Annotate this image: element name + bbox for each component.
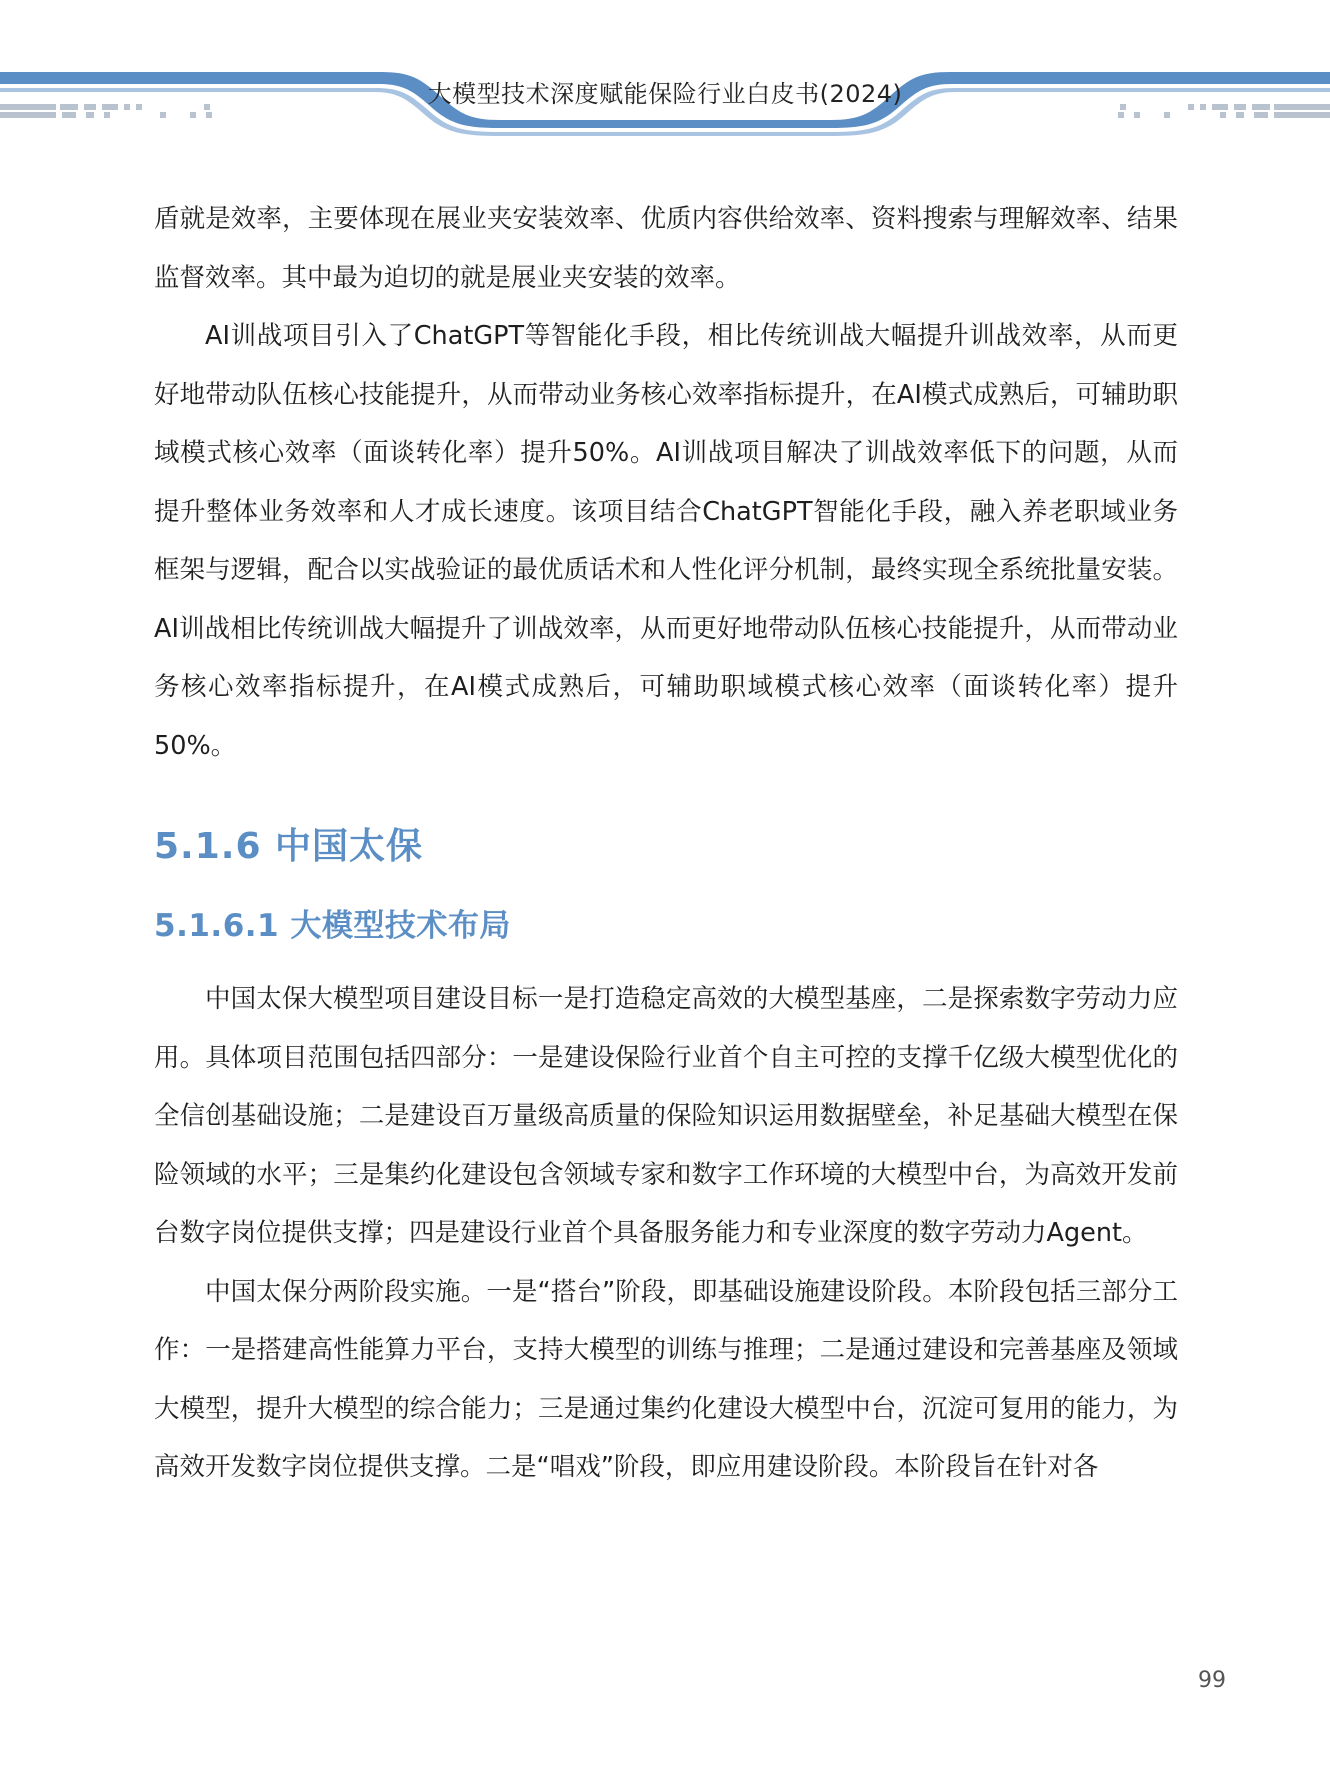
body-text-top (154, 190, 1178, 775)
subsection-heading: 5.1.6.1 大模型技术布局 (154, 908, 511, 944)
paragraph-implementation-phases: 中国太保分两阶段实施。一是“搭台”阶段，即基础设施建设阶段。本阶段包括三部分工作：一是搭建高性能算力平台，支持大模型的训练与推理；二是通过建设和完善基座及领域大模型，提升大模型的综合能力；三是通过集约化建设大模型中台，沉淀可复用的能力，为高效开发数字岗位提供支撑。二是“唱戏”阶段，即应用建设阶段。本阶段旨在针对各 (154, 1276, 1178, 1482)
page-number: 99 (1198, 1668, 1226, 1693)
paragraph-ai-training: AI训战项目引入了ChatGPT等智能化手段，相比传统训战大幅提升训战效率，从而更好地带动队伍核心技能提升，从而带动业务核心效率指标提升，在AI模式成熟后，可辅助职域模式核心效率（面谈转化率）提升50%。AI训战项目解决了训战效率低下的问题，从而提升整体业务效率和人才成长速度。该项目结合ChatGPT智能化手段，融入养老职域业务框架与逻辑，配合以实战验证的最优质话术和人性化评分机制，最终实现全系统批量安装。AI训战相比传统训战大幅提升了训战效率，从而更好地带动队伍核心技能提升，从而带动业务核心效率指标提升，在AI模式成熟后，可辅助职域模式核心效率（面谈转化率）提升50%。 (154, 321, 1178, 761)
paragraph-project-goals: 中国太保大模型项目建设目标一是打造稳定高效的大模型基座，二是探索数字劳动力应用。具体项目范围包括四部分：一是建设保险行业首个自主可控的支撑千亿级大模型优化的全信创基础设施；二是建设百万量级高质量的保险知识运用数据壁垒，补足基础大模型在保险领域的水平；三是集约化建设包含领域专家和数字工作环境的大模型中台，为高效开发前台数字岗位提供支撑；四是建设行业首个具备服务能力和专业深度的数字劳动力Agent。 (154, 984, 1178, 1248)
header-title: 大模型技术深度赋能保险行业白皮书(2024) (427, 80, 903, 108)
body-text-bottom (154, 970, 1178, 1497)
paragraph-continuation: 盾就是效率，主要体现在展业夹安装效率、优质内容供给效率、资料搜索与理解效率、结果监督效率。其中最为迫切的就是展业夹安装的效率。 (154, 204, 1178, 293)
section-heading: 5.1.6 中国太保 (154, 826, 424, 867)
page-header (0, 0, 1330, 140)
header-banner-graphic (0, 0, 1330, 140)
